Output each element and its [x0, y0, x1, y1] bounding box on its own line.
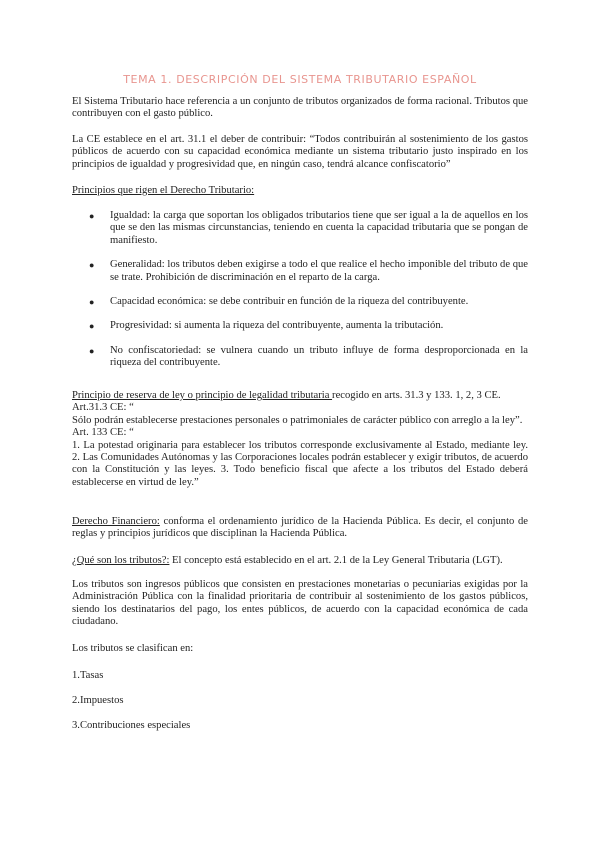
list-item-contribuciones: 3.Contribuciones especiales: [72, 720, 191, 731]
financiero-text: conforma el ordenamiento jurídico de la Hacienda Pública. Es decir, el conjunto de reglas y principios jurídicos que disciplinan la Hacienda Pública.: [72, 516, 528, 540]
list-item-tasas: 1.Tasas: [72, 670, 104, 681]
reserva-heading: Principio de reserva de ley o principio de legalidad tributaria: [72, 390, 333, 401]
intro-paragraph: El Sistema Tributario hace referencia a un conjunto de tributos organizados de forma racional. Tributos que contribuyen con el gasto público.: [72, 96, 528, 120]
principle-igualdad: ● Igualdad: la carga que soportan los obligados tributarios tiene que ser igual a la de aquellos en los que se den las mismas circunstancias, teniendo en cuenta la capacidad tributaria que se pongan de manifiesto.: [72, 210, 528, 247]
list-item-impuestos: 2.Impuestos: [72, 695, 124, 706]
art31-label: Art.31.3 CE: “: [72, 402, 134, 414]
tributos-question-heading: ¿Qué son los tributos?:: [72, 555, 170, 566]
tributos-definition: Los tributos son ingresos públicos que consisten en prestaciones monetarias o pecuniarias exigidas por la Administración Pública con la finalidad prioritaria de contribuir al sostenimiento de los gastos públicos, siendo los destinatarios del pago, los entes públicos, de acuerdo con la capacidad económica de cada ciudadano.: [72, 579, 528, 628]
principle-capacidad: ● Capacidad económica: se debe contribuir en función de la riqueza del contribuyente.: [72, 296, 528, 308]
clasifican-label: Los tributos se clasifican en:: [72, 643, 194, 654]
principle-no-confiscatoriedad: ● No confiscatoriedad: se vulnera cuando un tributo influye de forma desproporcionada en la riqueza del contribuyente.: [72, 345, 528, 370]
reserva-section: [72, 390, 528, 489]
principle-progresividad: ● Progresividad: si aumenta la riqueza del contribuyente, aumenta la tributación.: [72, 320, 528, 332]
principle-generalidad: ● Generalidad: los tributos deben exigirse a todo el que realice el hecho imponible del tributo de que se trate. Prohibición de discriminación en el reparto de la carga.: [72, 259, 528, 284]
principles-list: [72, 210, 528, 370]
principles-heading: Principios que rigen el Derecho Tributario:: [72, 185, 255, 196]
tributos-question-text: El concepto está establecido en el art. 2.1 de la Ley General Tributaria (LGT).: [169, 555, 503, 566]
art133-text: 1. La potestad originaria para establecer los tributos corresponde exclusivamente al Estado, mediante ley. 2. Las Comunidades Autónomas y las Corporaciones locales podrán establecer y exigir tributos, de acuerdo con la Constitución y las leyes. 3. Todo beneficio fiscal que afecte a los tributos del Estado deberá establecerse en virtud de ley.”: [72, 439, 528, 488]
ce-paragraph: La CE establece en el art. 31.1 el deber de contribuir: “Todos contribuirán al sostenimiento de los gastos públicos de acuerdo con su capacidad económica mediante un sistema tributario justo inspirado en los principios de igualdad y progresividad que, en ningún caso, tendrá alcance confiscatorio”: [72, 134, 528, 170]
tributos-question: [72, 555, 528, 567]
financiero-heading: Derecho Financiero:: [72, 516, 160, 527]
reserva-text: recogido en arts. 31.3 y 133. 1, 2, 3 CE.: [332, 390, 501, 401]
financiero-paragraph: [72, 516, 528, 541]
page-title: TEMA 1. DESCRIPCIÓN DEL SISTEMA TRIBUTARIO ESPAÑOL: [123, 73, 477, 86]
art31-text: Sólo podrán establecerse prestaciones personales o patrimoniales de carácter público con arreglo a la ley”. Art. 133 CE: “: [72, 414, 523, 439]
